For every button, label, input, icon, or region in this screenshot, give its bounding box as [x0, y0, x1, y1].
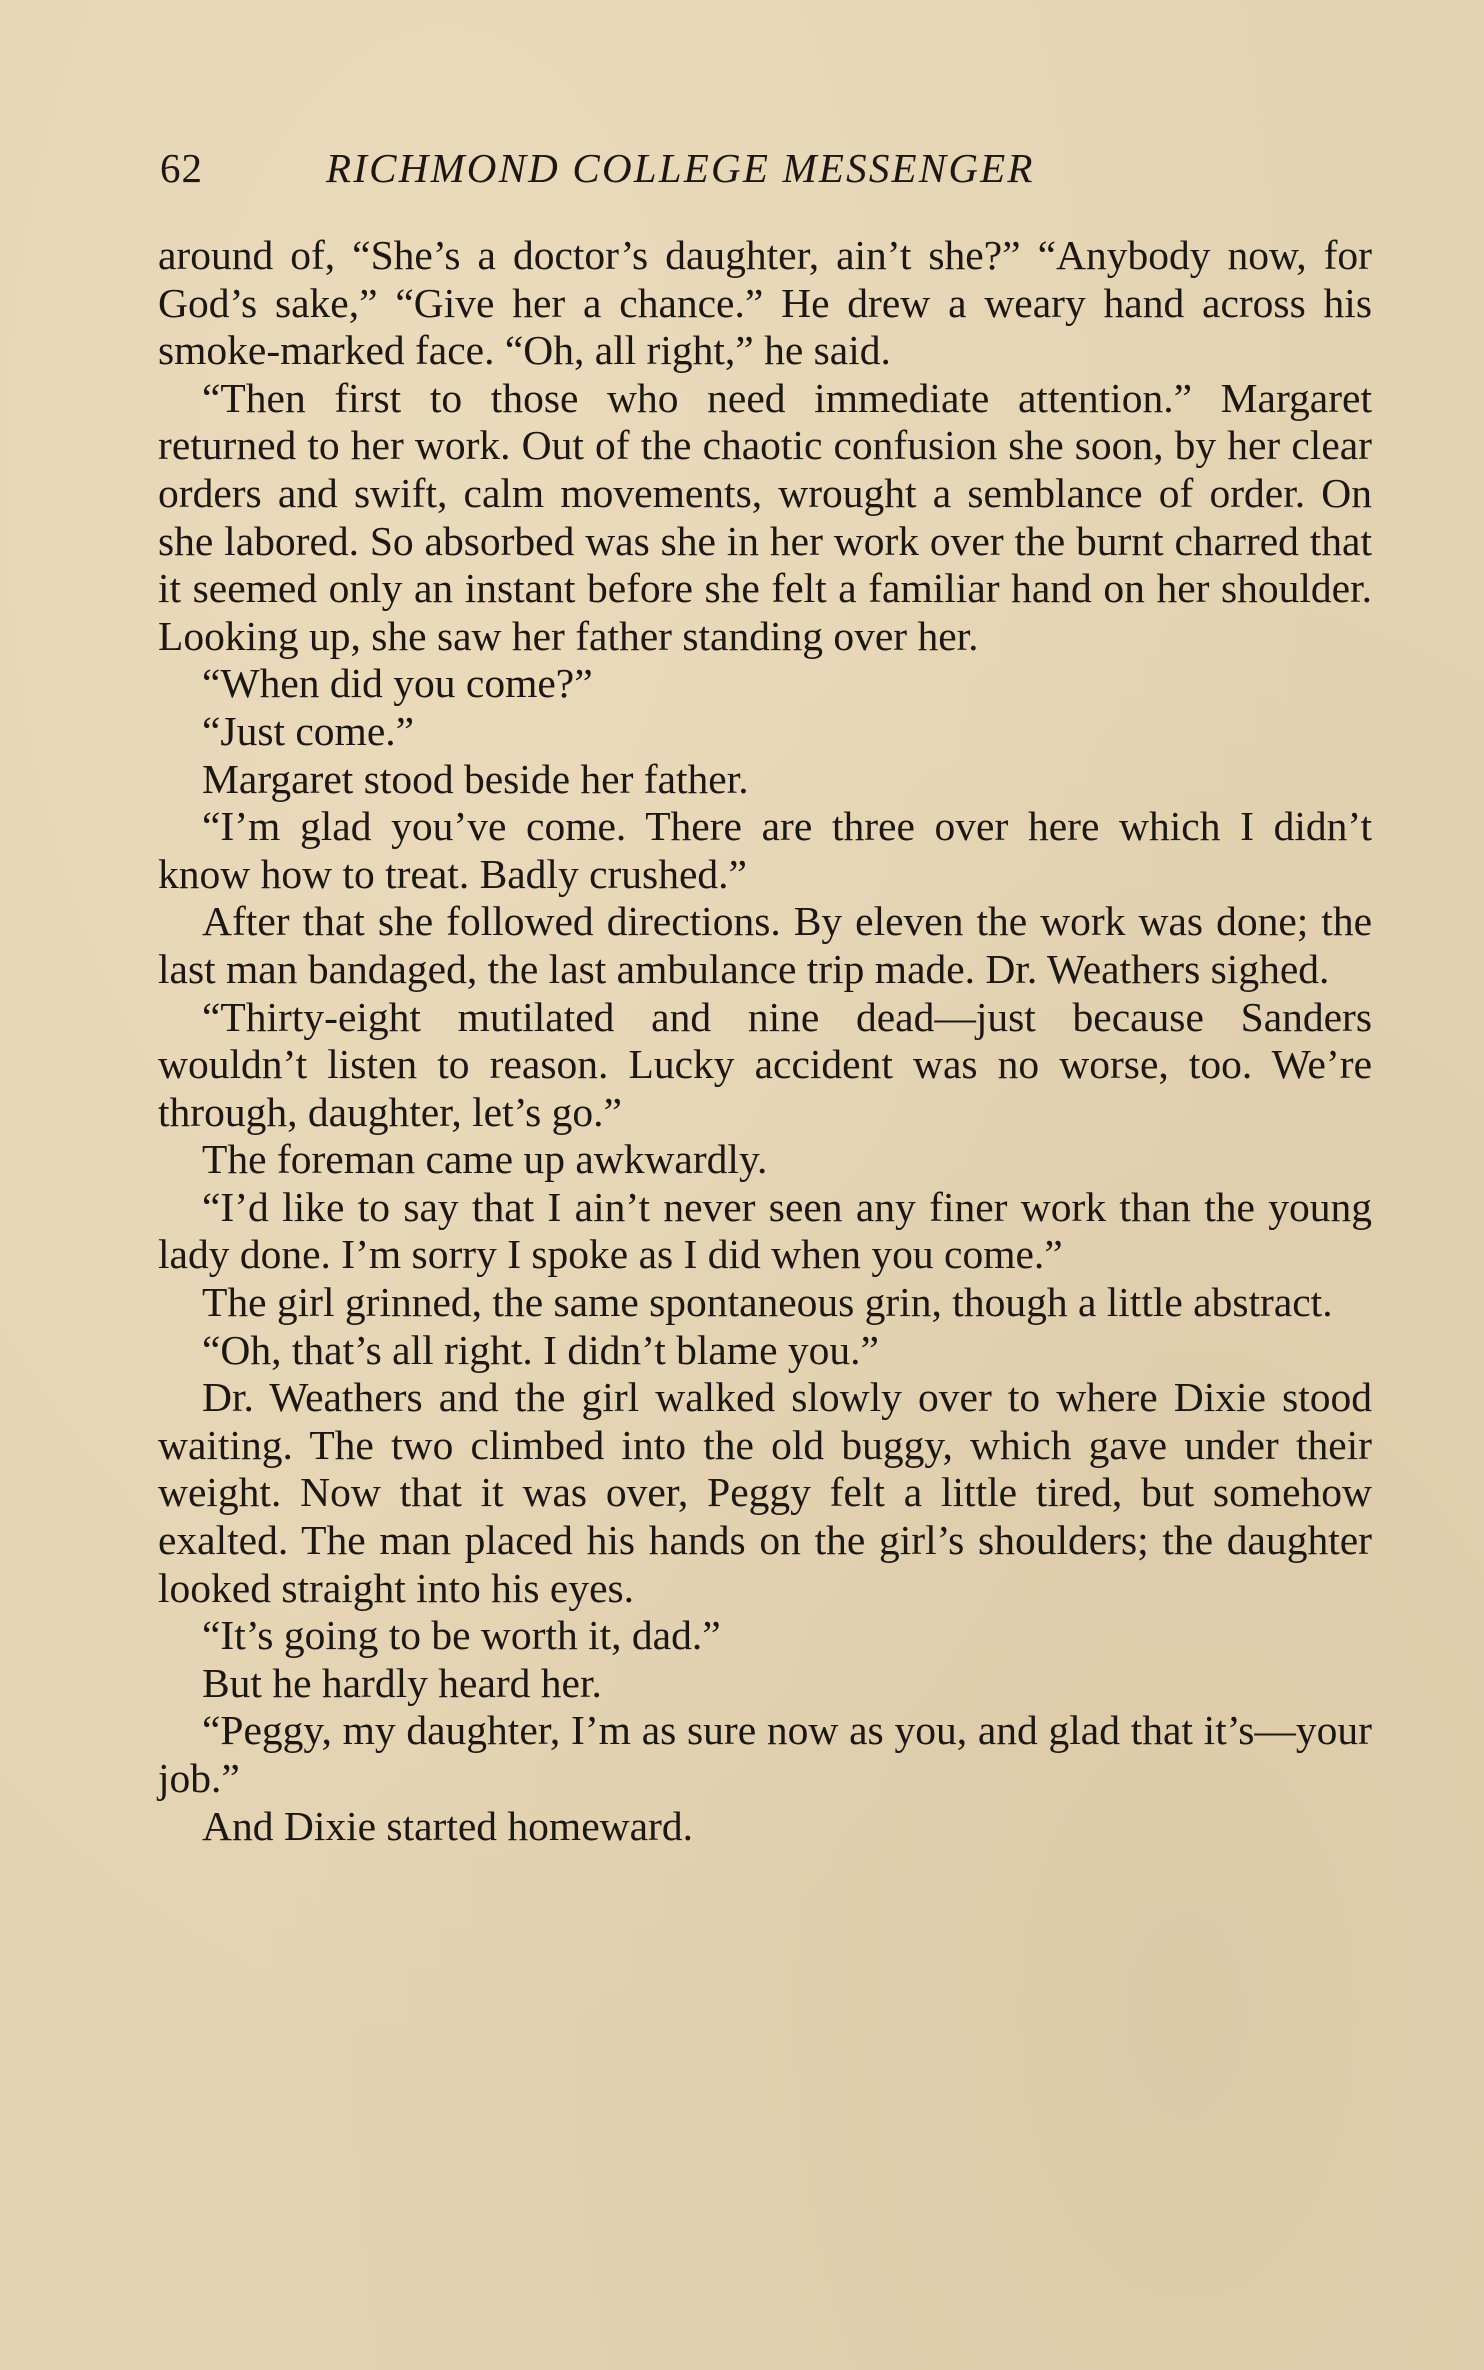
running-title: RICHMOND COLLEGE MESSENGER [326, 145, 1035, 191]
page-number: 62 [160, 145, 203, 191]
paragraph: The foreman came up awkwardly. [202, 1136, 768, 1183]
paragraph: “Just come.” [202, 707, 415, 754]
paragraph: around of, “She’s a doctor’s daughter, ain’t she?” “Anybody now, for God’s sake,” “Give her a chance.” He drew a weary hand across his smoke-marked face. “Oh, all right,” he said. [158, 232, 1372, 374]
body-text [158, 232, 1372, 1850]
paragraph: “I’d like to say that I ain’t never seen any finer work than the young lady done. I’m sorry I spoke as I did when you come.” [158, 1183, 1372, 1278]
paragraph: “It’s going to be worth it, dad.” [202, 1612, 721, 1659]
paragraph: “Peggy, my daughter, I’m as sure now as you, and glad that it’s—your job.” [158, 1707, 1372, 1801]
paragraph: “I’m glad you’ve come. There are three over here which I didn’t know how to treat. Badly crushed.” [158, 803, 1372, 897]
running-header [160, 138, 1370, 198]
paragraph: “Thirty-eight mutilated and nine dead—just because Sanders wouldn’t listen to reason. Lucky accident was no worse, too. We’re through, daughter, let’s go.” [158, 993, 1372, 1135]
paragraph: After that she followed directions. By eleven the work was done; the last man bandaged, the last ambulance trip made. Dr. Weathers sighed. [158, 898, 1372, 992]
paragraph: The girl grinned, the same spontaneous grin, though a little abstract. [202, 1279, 1333, 1326]
paragraph: And Dixie started homeward. [202, 1802, 693, 1849]
paragraph: Margaret stood beside her father. [202, 755, 749, 802]
paragraph: “Oh, that’s all right. I didn’t blame you.” [202, 1326, 879, 1373]
paragraph: “Then first to those who need immediate attention.” Margaret returned to her work. Out of the chaotic confusion she soon, by her clear orders and swift, calm movements, wrought a semblance of order. On she labored. So absorbed was she in her work over the burnt charred that it seemed only an instant before she felt a familiar hand on her shoulder. Looking up, she saw her father standing over her. [158, 374, 1372, 659]
paragraph: Dr. Weathers and the girl walked slowly over to where Dixie stood waiting. The two climbed into the old buggy, which gave under their weight. Now that it was over, Peggy felt a little tired, but somehow exalted. The man placed his hands on the girl’s shoulders; the daughter looked straight into his eyes. [158, 1374, 1372, 1611]
paragraph: But he hardly heard her. [202, 1659, 602, 1706]
paragraph: “When did you come?” [202, 660, 593, 707]
